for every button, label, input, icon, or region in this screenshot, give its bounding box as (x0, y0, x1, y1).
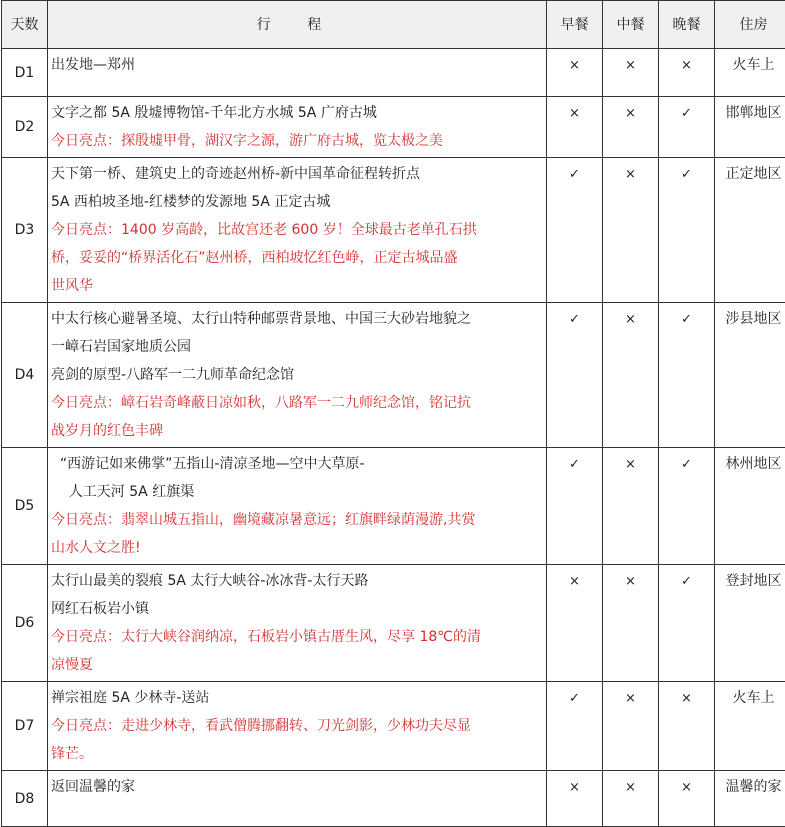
highlight-line: 战岁月的红色丰碑 (51, 417, 543, 445)
header-lunch: 中餐 (603, 1, 659, 49)
itinerary-row (2, 682, 785, 771)
check-icon: ✓ (681, 312, 692, 327)
check-icon: ✓ (569, 167, 580, 182)
route-line: 网红石板岩小镇 (51, 595, 543, 623)
check-icon: ✓ (681, 574, 692, 589)
highlight-line: 今日亮点：走进少林寺，看武僧腾挪翻转、刀光剑影，少林功夫尽显 (51, 712, 543, 740)
itinerary-row (2, 49, 785, 97)
check-icon: ✓ (681, 106, 692, 121)
route-line: 5A 西柏坡圣地-红楼梦的发源地 5A 正定古城 (51, 188, 543, 216)
breakfast-cell (547, 97, 603, 158)
day-cell: D1 (2, 49, 48, 97)
header-day: 天数 (2, 1, 48, 49)
lunch-cell (603, 565, 659, 682)
dinner-cell (659, 448, 715, 565)
cross-icon: × (681, 780, 692, 795)
route-cell (48, 158, 547, 303)
stay-cell: 温馨的家 (715, 771, 785, 827)
stay-cell: 火车上 (715, 682, 785, 771)
route-line: 太行山最美的裂痕 5A 太行大峡谷-冰冰背-太行天路 (51, 567, 543, 595)
route-cell (48, 771, 547, 827)
header-route (48, 1, 547, 49)
breakfast-cell (547, 771, 603, 827)
highlight-line: 今日亮点：探殷墟甲骨，湖汉字之源，游广府古城，览太极之美 (51, 127, 543, 155)
dinner-cell (659, 682, 715, 771)
header-route-label: 行 程 (257, 17, 337, 33)
route-line: “西游记如来佛掌”五指山-清凉圣地—空中大草原- (51, 450, 543, 478)
check-icon: ✓ (569, 691, 580, 706)
dinner-cell (659, 303, 715, 448)
route-line: 出发地—郑州 (51, 51, 543, 79)
highlight-line: 今日亮点：翡翠山城五指山，幽境藏凉暑意远；红旗畔绿荫漫游,共赏 (51, 506, 543, 534)
header-row (2, 1, 785, 49)
lunch-cell (603, 158, 659, 303)
itinerary-row (2, 97, 785, 158)
day-cell: D3 (2, 158, 48, 303)
route-line: 天下第一桥、建筑史上的奇迹赵州桥-新中国革命征程转折点 (51, 160, 543, 188)
cross-icon: × (625, 780, 636, 795)
day-cell: D2 (2, 97, 48, 158)
highlight-line: 世风华 (51, 272, 543, 300)
lunch-cell (603, 682, 659, 771)
route-line: 人工天河 5A 红旗渠 (51, 478, 543, 506)
day-cell: D5 (2, 448, 48, 565)
breakfast-cell (547, 565, 603, 682)
cross-icon: × (569, 574, 580, 589)
stay-cell: 林州地区 (715, 448, 785, 565)
header-stay: 住房 (715, 1, 785, 49)
highlight-line: 今日亮点：1400 岁高龄，比故宫还老 600 岁！全球最古老单孔石拱 (51, 216, 543, 244)
header-breakfast: 早餐 (547, 1, 603, 49)
breakfast-cell (547, 448, 603, 565)
stay-cell: 火车上 (715, 49, 785, 97)
route-cell (48, 97, 547, 158)
cross-icon: × (625, 312, 636, 327)
itinerary-row (2, 158, 785, 303)
header-dinner: 晚餐 (659, 1, 715, 49)
day-cell: D6 (2, 565, 48, 682)
route-line: 禅宗祖庭 5A 少林寺-送站 (51, 684, 543, 712)
cross-icon: × (569, 780, 580, 795)
dinner-cell (659, 97, 715, 158)
itinerary-row (2, 303, 785, 448)
cross-icon: × (625, 457, 636, 472)
cross-icon: × (681, 58, 692, 73)
lunch-cell (603, 49, 659, 97)
itinerary-row (2, 448, 785, 565)
lunch-cell (603, 97, 659, 158)
breakfast-cell (547, 303, 603, 448)
cross-icon: × (625, 106, 636, 121)
dinner-cell (659, 771, 715, 827)
dinner-cell (659, 158, 715, 303)
check-icon: ✓ (681, 457, 692, 472)
day-cell: D7 (2, 682, 48, 771)
highlight-line: 桥，妥妥的“桥界活化石”赵州桥，西柏坡忆红色峥，正定古城品盛 (51, 244, 543, 272)
highlight-line: 凉慢夏 (51, 651, 543, 679)
dinner-cell (659, 565, 715, 682)
route-line: 一嶂石岩国家地质公园 (51, 333, 543, 361)
stay-cell: 涉县地区 (715, 303, 785, 448)
route-cell (48, 49, 547, 97)
route-line: 文字之都 5A 殷墟博物馆-千年北方水城 5A 广府古城 (51, 99, 543, 127)
route-cell (48, 303, 547, 448)
dinner-cell (659, 49, 715, 97)
cross-icon: × (569, 58, 580, 73)
check-icon: ✓ (569, 312, 580, 327)
breakfast-cell (547, 49, 603, 97)
lunch-cell (603, 448, 659, 565)
cross-icon: × (569, 106, 580, 121)
check-icon: ✓ (569, 457, 580, 472)
cross-icon: × (625, 691, 636, 706)
highlight-line: 今日亮点：嶂石岩奇峰蔽日凉如秋，八路军一二九师纪念馆，铭记抗 (51, 389, 543, 417)
route-line: 亮剑的原型-八路军一二九师革命纪念馆 (51, 361, 543, 389)
day-cell: D4 (2, 303, 48, 448)
stay-cell: 正定地区 (715, 158, 785, 303)
route-cell (48, 682, 547, 771)
itinerary-table (1, 0, 785, 827)
lunch-cell (603, 303, 659, 448)
route-line: 中太行核心避暑圣境、太行山特种邮票背景地、中国三大砂岩地貌之 (51, 305, 543, 333)
highlight-line: 山水人文之胜! (51, 534, 543, 562)
cross-icon: × (625, 574, 636, 589)
highlight-line: 锋芒。 (51, 740, 543, 768)
cross-icon: × (625, 167, 636, 182)
check-icon: ✓ (681, 167, 692, 182)
lunch-cell (603, 771, 659, 827)
itinerary-row (2, 771, 785, 827)
itinerary-row (2, 565, 785, 682)
cross-icon: × (625, 58, 636, 73)
route-cell (48, 565, 547, 682)
stay-cell: 邯郸地区 (715, 97, 785, 158)
day-cell: D8 (2, 771, 48, 827)
breakfast-cell (547, 682, 603, 771)
cross-icon: × (681, 691, 692, 706)
itinerary-body (2, 49, 785, 827)
highlight-line: 今日亮点：太行大峡谷润纳凉，石板岩小镇古厝生风，尽享 18℃的清 (51, 623, 543, 651)
breakfast-cell (547, 158, 603, 303)
stay-cell: 登封地区 (715, 565, 785, 682)
route-line: 返回温馨的家 (51, 773, 543, 801)
route-cell (48, 448, 547, 565)
